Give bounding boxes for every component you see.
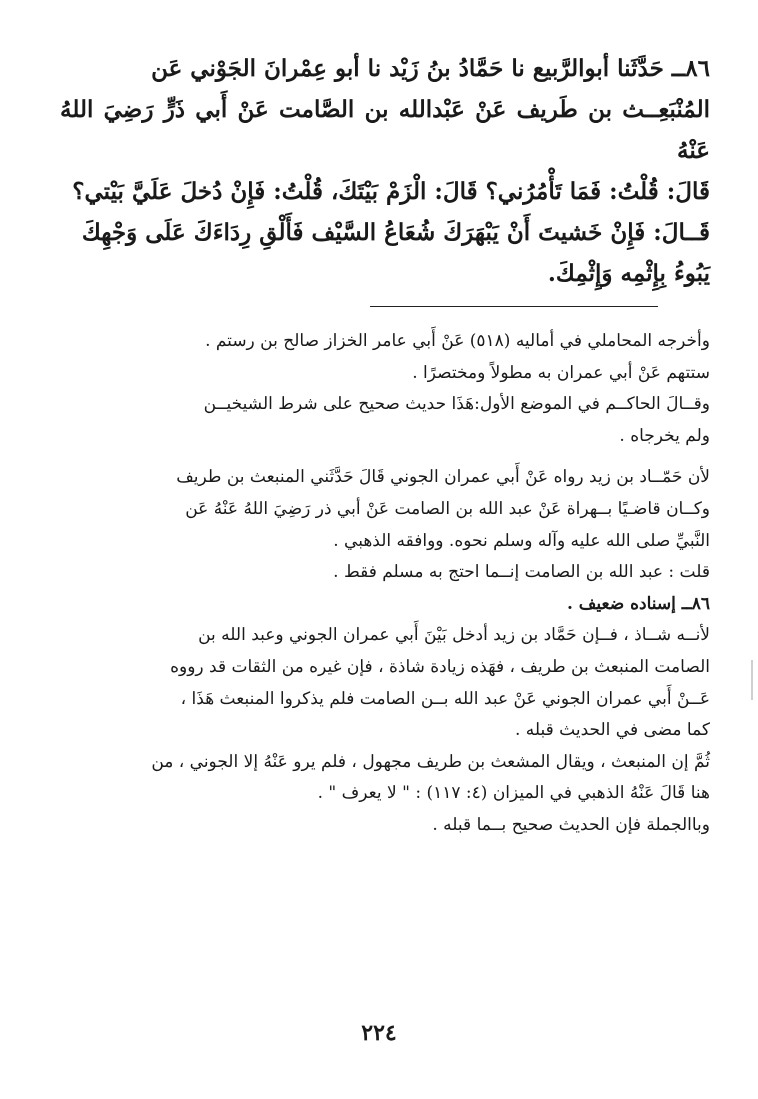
scan-edge-mark <box>751 660 753 700</box>
footnote-line: وباالجملة فإن الحديث صحيح بــما قبله . <box>432 814 710 835</box>
footnote-line: ستتهم عَنْ أبي عمران به مطولاً ومختصرًا . <box>412 362 710 383</box>
footnote-line: لأن حَمّــاد بن زيد رواه عَنْ أَبي عمران الجوني قَالَ حَدَّثَني المنبعث بن طريف <box>176 467 710 488</box>
footnote-separator <box>370 306 658 307</box>
hadith-line: ٨٦ــ حَدَّثَنا أبوالرَّبيع نا حَمَّادُ بنُ زَيْد نا أبو عِمْرانَ الجَوْني عَن <box>151 55 710 82</box>
footnote-line: هنا قَالَ عَنْهُ الذهبي في الميزان (٤: ١١٧) : " لا يعرف " . <box>317 783 710 804</box>
footnote-heading: ٨٦ــ إسناده ضعيف . <box>566 593 710 614</box>
footnote-line: ثُمَّ إن المنبعث ، ويقال المشعث بن طريف مجهول ، فلم يرو عَنْهُ إلا الجوني ، من <box>151 751 710 772</box>
footnote-line: ولم يخرجاه . <box>619 425 710 446</box>
footnote-line: عَــنْ أَبي عمران الجوني عَنْ عبد الله بــن الصامت فلم يذكروا المنبعث هَذَا ، <box>180 688 710 709</box>
hadith-line: قَــالَ: فَإِنْ خَشيتَ أَنْ يَبْهَرَكَ شُعَاعُ السَّيْف فَأَلْقِ رِدَاءَكَ عَلَى وَجْهِكَ <box>81 219 710 246</box>
footnote-line: النَّبيِّ صلى الله عليه وآله وسلم نحوه. ووافقه الذهبي . <box>333 530 710 551</box>
footnote-line: لأنــه شــاذ ، فــإن حَمَّاد بن زيد أدخل بَيْنَ أَبي عمران الجوني وعبد الله بن <box>198 625 710 646</box>
hadith-line: قَالَ: قُلْتُ: فَمَا تَأْمُرُني؟ قَالَ: الْزَمْ بَيْتَكَ، قُلْتُ: فَإِنْ دُخلَ عَلَيَّ بَيْتي؟ <box>72 178 710 205</box>
footnote-line: الصامت المنبعث بن طريف ، فهَذه زيادة شاذة ، فإن غيره من الثقات قد رووه <box>170 656 710 677</box>
hadith-text <box>60 48 710 294</box>
footnote-line: وقــالَ الحاكــم في الموضع الأول:هَذَا حديث صحيح على شرط الشيخيــن <box>203 394 710 415</box>
footnotes <box>62 326 710 842</box>
page-number: ٢٢٤ <box>361 1020 397 1046</box>
footnote-line: وأخرجه المحاملي في أماليه (٥١٨) عَنْ أَبي عامر الخزاز صالح بن رستم . <box>205 331 710 351</box>
footnote-line: وكــان قاضـيًا بــهراة عَنْ عبد الله بن الصامت عَنْ أبي ذر رَضِيَ اللهُ عَنْهُ عَن <box>185 498 710 519</box>
hadith-line: المُنْبَعِــث بن طَريف عَنْ عَبْدالله بن الصَّامت عَنْ أَبي ذَرٍّ رَضِيَ اللهُ عَنْهُ <box>60 96 710 164</box>
footnote-line: قلت : عبد الله بن الصامت إنــما احتج به مسلم فقط . <box>333 562 710 583</box>
hadith-line: يَبُوءُ بِإِثْمِه وَإِثْمِكَ. <box>547 260 710 287</box>
footnote-line: كما مضى في الحديث قبله . <box>514 720 710 741</box>
